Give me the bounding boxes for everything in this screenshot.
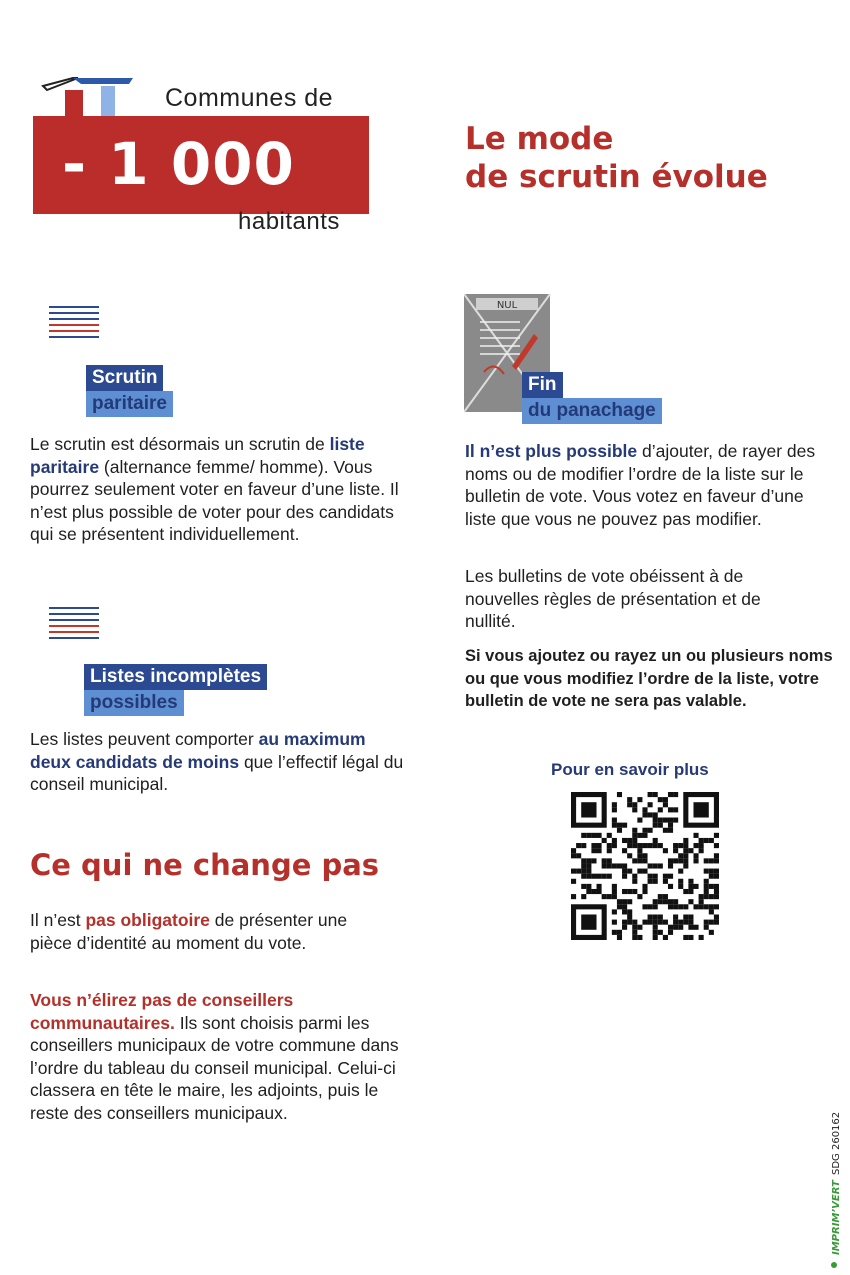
section3-text2-b: Ils sont choisis parmi les conseillers municipaux de votre commune dans l’ordre du tableau du conseil municipal. Celui-ci classera en tête le maire, les adjoints, puis le reste des conseillers municipaux. [30,1012,399,1123]
page-title-line2: de scrutin évolue [465,159,768,195]
section4-text2: Les bulletins de vote obéissent à de nouvelles règles de présentation et de nullité. [465,566,761,631]
ballot-nul-label: NUL [496,300,518,311]
more-info-label: Pour en savoir plus [551,760,709,779]
leaf-icon [831,1262,837,1268]
section4-tag [522,372,662,424]
section2-text-bold: au maximum deux candidats de moins [30,729,366,772]
section4-tag-line1: Fin [522,372,563,398]
logo-line-bottom: habitants [238,208,340,235]
section1-tag-line1: Scrutin [86,365,163,391]
section2-text-a: Les listes peuvent comporter [30,729,259,749]
section3-text1 [30,909,370,954]
section1-text-bold: liste paritaire [30,434,365,477]
page-title [465,120,768,196]
section4-text1-b: d’ajouter, de rayer des noms ou de modifier l’ordre de la liste sur le bulletin de vote. Vous votez en faveur d’une liste que vous ne pouvez pas modifier. [465,441,816,529]
qr-code[interactable] [571,791,719,941]
house-roof-icon [33,72,143,122]
section2-text-b: que l’effectif légal du conseil municipal. [30,751,404,794]
imprim-vert-label [825,1075,845,1275]
sdg-code: SDG 260162 [831,1111,842,1175]
section3-text2 [30,989,400,1124]
section4-text1 [465,440,835,530]
section2-text [30,728,410,796]
section3-text2-bold: Vous n’élirez pas de conseillers communautaires. [30,990,294,1033]
section1-text-b: (alternance femme/ homme). Vous pourrez seulement voter en faveur d’une liste. Il n’est plus possible de voter pour des candidats qui se présentent individuellement. [30,456,399,544]
section2-tag [84,664,267,716]
logo-number: - 1 000 [62,130,295,198]
stripes-icon [49,306,99,342]
section4-tag-line2: du panachage [522,398,662,424]
section3-title: Ce qui ne change pas [30,848,380,882]
section3-text1-a: Il n’est [30,910,86,930]
logo-line-top: Communes de [165,84,334,112]
section1-text [30,433,400,546]
section3-text1-b: de présenter une pièce d’identité au moment du vote. [30,910,348,953]
stripes-icon [49,607,99,643]
section2-tag-line2: possibles [84,690,184,716]
section2-tag-line1: Listes incomplètes [84,664,267,690]
section3-text1-bold: pas obligatoire [85,910,210,930]
imprim-vert-text: IMPRIM’VERT [831,1180,842,1255]
page-title-line1: Le mode [465,121,614,157]
section4-text1-bold: Il n’est plus possible [465,441,638,461]
section1-text-a: Le scrutin est désormais un scrutin de [30,434,330,454]
section1-tag-line2: paritaire [86,391,173,417]
section4-text3: Si vous ajoutez ou rayez un ou plusieurs noms ou que vous modifiez l’ordre de la liste, votre bulletin de vote ne sera pas valable. [465,647,833,710]
section1-tag [86,365,173,417]
